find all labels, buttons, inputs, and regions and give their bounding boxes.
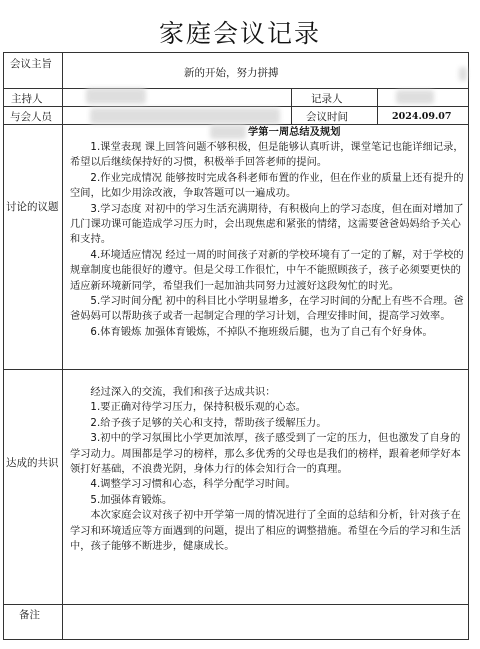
consensus-item: 5.加强体育锻炼。 bbox=[90, 494, 173, 506]
page-title: 家庭会议记录 bbox=[158, 19, 321, 48]
host-label: 主持人 bbox=[11, 93, 43, 105]
topic-item: 5.学习时间分配 初中的科目比小学明显增多，在学习时间的分配上有些不合理。爸爸妈妈可以帮助孩子或者一起制定合理的学习计划，合理安排时间，提高学习效率。 bbox=[70, 296, 464, 323]
consensus-item: 1.要正确对待学习压力，保持积极乐观的心态。 bbox=[90, 402, 307, 414]
heading-redacted bbox=[210, 125, 246, 139]
theme-label: 会议主旨 bbox=[10, 58, 52, 70]
consensus-label: 达成的共识 bbox=[6, 457, 59, 469]
topic-item: 3.学习态度 对初中的学习生活充满期待，有积极向上的学习态度，但在面对增加了几门课功课可能造成学习压力时，会出现焦虑和紧张的情绪，这需要爸爸妈妈给予关心和支持。 bbox=[70, 203, 464, 246]
topic-item: 2.作业完成情况 能够按时完成各科老师布置的作业，但在作业的质量上还有提升的空间，比如少用涂改液，争取答题可以一遍成功。 bbox=[70, 172, 464, 200]
consensus-item: 3.初中的学习氛围比小学更加浓厚，孩子感受到了一定的压力，但也激发了自身的学习动力。周围都是学习的榜样，那么多优秀的父母也是我们的榜样，跟着老师学好本领打好基础，不浪费光阴，身体力行的体会知行合一的真理。 bbox=[70, 433, 461, 476]
consensus-summary: 本次家庭会议对孩子初中开学第一周的情况进行了全面的总结和分析，针对孩子在学习和环境适应等方面遇到的问题，提出了相应的调整措施。希望在今后的学习和生活中，孩子能够不断进步，健康成长。 bbox=[70, 510, 461, 553]
consensus-item: 2.给予孩子足够的关心和支持，帮助孩子缓解压力。 bbox=[90, 417, 327, 429]
topics-list bbox=[70, 140, 465, 340]
notes-label: 备注 bbox=[19, 609, 40, 621]
time-label: 会议时间 bbox=[306, 111, 348, 123]
redacted-mark bbox=[459, 67, 467, 81]
attendees-label: 与会人员 bbox=[10, 111, 52, 123]
consensus-item: 4.调整学习习惯和心态，科学分配学习时间。 bbox=[90, 479, 296, 491]
time-value: 2024.09.07 bbox=[392, 111, 452, 122]
topics-label: 讨论的议题 bbox=[6, 201, 59, 213]
theme-value: 新的开始，努力拼搏 bbox=[184, 67, 279, 79]
consensus-list bbox=[70, 385, 465, 554]
topic-item: 1.课堂表现 课上回答问题不够积极，但是能够认真听讲，课堂笔记也能详细记录，希望以后继续保持好的习惯，积极举手回答老师的提问。 bbox=[70, 142, 464, 169]
host-name-redacted bbox=[86, 88, 146, 104]
recorder-label: 记录人 bbox=[311, 93, 343, 105]
topic-item: 6.体育锻炼 加强体育锻炼，不掉队不拖班级后腿，也为了自己有个好身体。 bbox=[90, 326, 433, 338]
meeting-record-table bbox=[3, 52, 469, 640]
topic-item: 4.环境适应情况 经过一周的时间孩子对新的学校环境有了一定的了解，对于学校的规章制度也能很好的遵守。但是父母工作很忙，中午不能照顾孩子，孩子必须要更快的适应新环境新同学，希望我们一起加油共同努力过渡好这段匆忙的时光。 bbox=[70, 249, 464, 292]
attendees-redacted bbox=[90, 108, 280, 124]
recorder-name-redacted bbox=[396, 90, 434, 104]
topics-heading: 学第一周总结及规划 bbox=[248, 127, 341, 138]
consensus-intro: 经过深入的交流，我们和孩子达成共识： bbox=[90, 387, 276, 398]
